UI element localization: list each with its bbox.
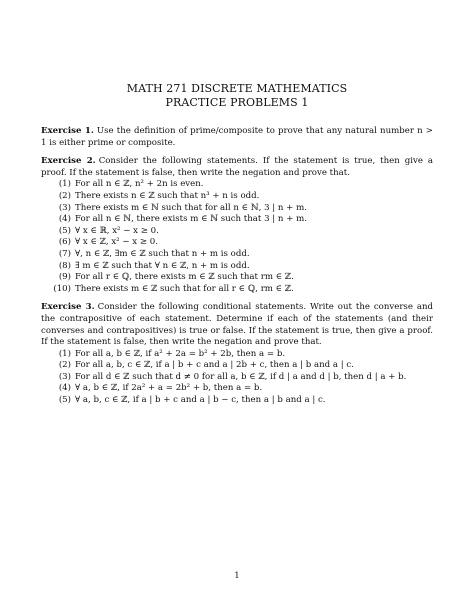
- list-item: [53, 272, 433, 284]
- item-text: For all n ∈ ℕ, there exists m ∈ ℕ such that 3 | n + m.: [75, 214, 308, 225]
- list-item: [53, 383, 433, 395]
- title-line-1: MATH 271 DISCRETE MATHEMATICS: [126, 82, 348, 95]
- list-item: [53, 372, 433, 384]
- item-text: ∀, n ∈ ℤ, ∃m ∈ ℤ such that n + m is odd.: [75, 248, 250, 259]
- item-text: For all r ∈ ℚ, there exists m ∈ ℤ such that rm ∈ ℤ.: [75, 272, 294, 283]
- exercise-3-label: Exercise 3.: [41, 302, 95, 313]
- item-text: For all d ∈ ℤ such that d ≠ 0 for all a, b ∈ ℤ, if d | a and d | b, then d | a + b.: [75, 371, 407, 382]
- exercise-2-label: Exercise 2.: [41, 156, 96, 167]
- list-item: [53, 249, 433, 261]
- item-text: ∀ a, b, c ∈ ℤ, if a | b + c and a | b − c, then a | b and a | c.: [75, 395, 326, 406]
- item-text: There exists m ∈ ℤ such that for all r ∈ ℚ, rm ∈ ℤ.: [75, 283, 294, 294]
- exercise-1-statement: [41, 126, 433, 149]
- item-text: ∃ m ∈ ℤ such that ∀ n ∈ ℤ, n + m is odd.: [75, 260, 250, 271]
- item-number: (4): [58, 383, 71, 394]
- item-text: ∀ x ∈ ℤ, x² − x ≥ 0.: [75, 237, 158, 248]
- item-text: ∀ a, b ∈ ℤ, if 2a² + a = 2b² + b, then a = b.: [75, 383, 263, 394]
- item-text: For all a, b ∈ ℤ, if a² + 2a = b² + 2b, then a = b.: [75, 348, 286, 359]
- exercise-3-list: [41, 349, 433, 407]
- item-number: (1): [58, 348, 71, 359]
- list-item: [53, 226, 433, 238]
- item-number: (3): [58, 202, 71, 213]
- exercise-1: [41, 126, 433, 149]
- exercise-2: [41, 156, 433, 295]
- item-number: (3): [58, 371, 71, 382]
- item-text: For all n ∈ ℤ, n² + 2n is even.: [75, 179, 204, 190]
- item-number: (6): [58, 237, 71, 248]
- item-text: There exists m ∈ ℕ such that for all n ∈ ℕ, 3 | n + m.: [75, 202, 307, 213]
- exercise-3-statement: [41, 302, 433, 348]
- exercise-1-label: Exercise 1.: [41, 126, 94, 136]
- list-item: [53, 360, 433, 372]
- list-item: [53, 261, 433, 273]
- list-item: [53, 284, 433, 296]
- item-number: (1): [58, 179, 71, 190]
- page-number: 1: [234, 571, 240, 581]
- exercise-2-statement: [41, 156, 433, 179]
- list-item: [53, 214, 433, 226]
- document-body: [41, 126, 433, 414]
- exercise-2-list: [41, 179, 433, 295]
- list-item: [53, 237, 433, 249]
- item-number: (7): [58, 248, 71, 259]
- item-text: For all a, b, c ∈ ℤ, if a | b + c and a | 2b + c, then a | b and a | c.: [75, 360, 354, 371]
- item-number: (9): [58, 272, 71, 283]
- item-number: (10): [53, 283, 71, 294]
- list-item: [53, 203, 433, 215]
- list-item: [53, 395, 433, 407]
- exercise-3: [41, 302, 433, 406]
- exercise-2-text: Consider the following statements. If the statement is true, then give a proof. If the statement is false, then write the negation and prove that.: [41, 156, 434, 178]
- document-title: [0, 82, 474, 109]
- item-number: (8): [58, 260, 71, 271]
- list-item: [53, 349, 433, 361]
- item-number: (4): [58, 214, 71, 225]
- list-item: [53, 191, 433, 203]
- exercise-3-text: Consider the following conditional statements. Write out the converse and the contrapositive of each statement. Determine if each of the statements (and their converses and contrapositives) is true or false. If the statement is true, then give a proof. If the statement is false, then write the negation and prove that.: [41, 302, 433, 348]
- item-text: ∀ x ∈ ℝ, x² − x ≥ 0.: [75, 225, 159, 236]
- item-number: (2): [58, 360, 71, 371]
- exercise-1-text: Use the definition of prime/composite to prove that any natural number n > 1 is either prime or composite.: [41, 126, 433, 148]
- list-item: [53, 179, 433, 191]
- item-number: (5): [58, 395, 71, 406]
- item-number: (5): [58, 225, 71, 236]
- item-text: There exists n ∈ ℤ such that n³ + n is odd.: [75, 190, 260, 201]
- item-number: (2): [58, 190, 71, 201]
- title-line-2: PRACTICE PROBLEMS 1: [165, 95, 309, 109]
